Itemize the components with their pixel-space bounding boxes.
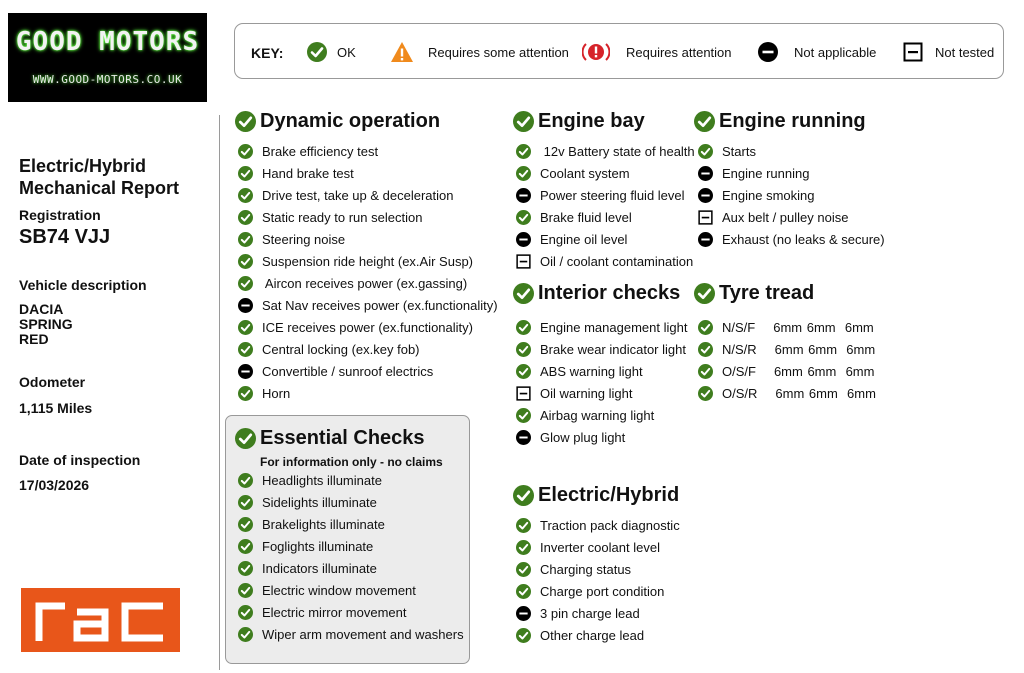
check-item-label: Electric mirror movement (262, 605, 407, 621)
minus-circle-icon (238, 298, 253, 313)
check-item-label: Traction pack diagnostic (540, 517, 680, 533)
check-item (698, 363, 874, 379)
check-item-label: Steering noise (262, 231, 346, 247)
essential-subtitle: For information only - no claims (260, 455, 443, 469)
logo-url: WWW.GOOD-MOTORS.CO.UK (32, 73, 183, 86)
key-na-text: Not applicable (794, 44, 877, 60)
check-item-label: N/S/F (722, 319, 756, 335)
tyre-tread-values: 6mm 6mm 6mm (773, 363, 875, 379)
key-item-nt (903, 24, 994, 80)
check-item (238, 297, 498, 313)
key-ok-text: OK (337, 44, 356, 60)
section-title-text: Engine bay (538, 110, 645, 132)
check-item (516, 605, 640, 621)
check-item-label: N/S/R (722, 341, 757, 357)
check-circle-icon (238, 342, 253, 357)
check-circle-icon (516, 518, 531, 533)
check-item-label: Aircon receives power (ex.gassing) (262, 275, 468, 291)
check-item-label: Sat Nav receives power (ex.functionality) (262, 297, 498, 313)
check-item-label: Engine management light (540, 319, 688, 335)
check-item-label: Horn (262, 385, 291, 401)
check-item-label: Other charge lead (540, 627, 645, 643)
check-item-label: Starts (722, 143, 756, 159)
check-item (698, 385, 876, 401)
tyre-tread-values: 6mm 6mm 6mm (775, 385, 876, 401)
check-item-label: ABS warning light (540, 363, 643, 379)
key-item-alert (582, 24, 732, 80)
check-circle-icon (513, 283, 534, 304)
minus-circle-icon (516, 430, 531, 445)
tyre-tread-values: 6mm 6mm 6mm (773, 319, 874, 335)
check-item (238, 583, 416, 599)
check-circle-icon (694, 111, 715, 132)
check-item (238, 231, 345, 247)
inspection-date-label: Date of inspection (19, 452, 141, 468)
check-item (238, 516, 385, 532)
check-item (516, 209, 632, 225)
check-item-label: Charging status (540, 561, 632, 577)
check-item-label: Brake wear indicator light (540, 341, 686, 357)
section-title-tyre (694, 282, 814, 305)
odometer-label: Odometer (19, 374, 86, 390)
check-item (238, 494, 377, 510)
section-title-text: Essential Checks (260, 427, 425, 449)
check-item (516, 539, 660, 555)
section-title-text: Dynamic operation (260, 110, 441, 132)
check-circle-icon (698, 386, 713, 401)
vehicle-description-label: Vehicle description (19, 277, 147, 293)
check-item-label: Drive test, take up & deceleration (262, 187, 454, 203)
vehicle-model: SPRING (19, 316, 73, 332)
check-circle-icon (238, 517, 253, 532)
check-item-label: Engine running (722, 165, 810, 181)
minus-circle-icon (698, 166, 713, 181)
check-item-label: Power steering fluid level (540, 187, 685, 203)
check-item (516, 429, 625, 445)
section-title-engine-bay (513, 110, 645, 133)
check-item-label: Engine oil level (540, 231, 628, 247)
check-circle-icon (694, 283, 715, 304)
check-circle-icon (516, 320, 531, 335)
check-circle-icon (516, 166, 531, 181)
check-item-label: Electric window movement (262, 583, 416, 598)
check-circle-icon (235, 111, 256, 132)
check-item-label: 12v Battery state of health (540, 143, 695, 159)
minus-square-icon (516, 254, 531, 269)
check-item-label: Foglights illuminate (262, 538, 374, 554)
check-circle-icon (516, 562, 531, 577)
check-item-label: Oil / coolant contamination (540, 253, 694, 269)
check-circle-icon (238, 539, 253, 554)
key-item-na (758, 24, 876, 80)
check-item (516, 319, 687, 335)
check-item-label: Indicators illuminate (262, 560, 377, 576)
check-item (238, 560, 377, 576)
section-title-essential (235, 427, 425, 450)
check-item (238, 209, 422, 225)
status-key (234, 23, 1004, 79)
check-circle-icon (238, 144, 253, 159)
check-item (698, 341, 875, 357)
check-item-label: O/S/R (722, 385, 758, 401)
check-item (698, 209, 848, 225)
key-warning-text: Requires some attention (428, 44, 569, 60)
section-title-text: Engine running (719, 110, 866, 132)
key-item-ok (307, 24, 356, 80)
report-title (19, 155, 179, 199)
report-title-line1: Electric/Hybrid (19, 156, 147, 176)
check-item-label: Brakelights illuminate (262, 516, 385, 532)
check-item (516, 165, 630, 181)
check-item (516, 341, 686, 357)
check-item-label: O/S/F (722, 363, 756, 379)
check-circle-icon (698, 144, 713, 159)
odometer-value: 1,115 Miles (19, 400, 93, 416)
check-circle-icon (238, 232, 253, 247)
check-item (238, 538, 373, 554)
check-circle-icon (698, 364, 713, 379)
minus-circle-icon (698, 232, 713, 247)
section-title-interior (513, 282, 680, 305)
minus-circle-icon (238, 364, 253, 379)
tyre-tread-values: 6mm 6mm 6mm (774, 341, 876, 357)
section-title-dynamic (235, 110, 440, 133)
check-item-label: Sidelights illuminate (262, 494, 377, 510)
check-circle-icon (238, 320, 253, 335)
check-item (516, 517, 680, 533)
check-circle-icon (238, 605, 253, 620)
check-item (698, 165, 809, 181)
check-item-label: Headlights illuminate (262, 472, 382, 488)
check-item (516, 187, 685, 203)
check-item (238, 341, 420, 357)
check-item (698, 319, 874, 335)
check-item-label: Coolant system (540, 165, 630, 181)
check-item (516, 385, 633, 401)
check-item-label: Static ready to run selection (262, 209, 423, 225)
check-item-label: Brake efficiency test (262, 143, 379, 159)
check-item-label: Exhaust (no leaks & secure) (722, 231, 885, 247)
check-item-label: Charge port condition (540, 583, 665, 599)
check-item (516, 363, 643, 379)
check-item-label: Inverter coolant level (540, 539, 660, 555)
section-title-text: Interior checks (538, 282, 681, 304)
check-item (516, 407, 654, 423)
check-item (516, 143, 695, 159)
vehicle-description (19, 302, 73, 347)
section-title-text: Electric/Hybrid (538, 484, 680, 506)
check-circle-icon (238, 166, 253, 181)
check-item-label: Convertible / sunroof electrics (262, 363, 434, 379)
section-title-engine-running (694, 110, 866, 133)
key-item-warning (390, 24, 569, 80)
check-circle-icon (516, 210, 531, 225)
check-circle-icon (238, 495, 253, 510)
vehicle-colour: RED (19, 331, 49, 347)
key-nt-text: Not tested (935, 44, 995, 60)
column-divider (219, 115, 220, 670)
check-item-label: Hand brake test (262, 165, 354, 181)
check-item-label: Wiper arm movement and washers (262, 627, 464, 643)
check-circle-icon (516, 144, 531, 159)
section-title-electric (513, 484, 679, 507)
check-item (238, 472, 382, 488)
check-circle-icon (513, 485, 534, 506)
check-item (238, 363, 433, 379)
check-circle-icon (698, 320, 713, 335)
check-item-label: ICE receives power (ex.functionality) (262, 319, 473, 335)
check-circle-icon (516, 628, 531, 643)
check-item (698, 187, 815, 203)
minus-square-icon (698, 210, 713, 225)
check-circle-icon (238, 386, 253, 401)
inspection-date-value: 17/03/2026 (19, 477, 90, 493)
minus-circle-icon (516, 232, 531, 247)
check-item (238, 165, 354, 181)
check-item (238, 187, 454, 203)
minus-square-icon (903, 42, 923, 62)
check-item-label: Aux belt / pulley noise (722, 209, 849, 225)
check-circle-icon (238, 583, 253, 598)
check-circle-icon (516, 540, 531, 555)
check-circle-icon (238, 188, 253, 203)
check-item-label: 3 pin charge lead (540, 605, 640, 621)
registration-label: Registration (19, 207, 101, 223)
vehicle-make: DACIA (19, 301, 64, 317)
check-item (238, 627, 464, 643)
rac-wordmark-icon (21, 588, 180, 652)
check-item (238, 605, 406, 621)
check-circle-icon (238, 276, 253, 291)
check-item-label: Suspension ride height (ex.Air Susp) (262, 253, 474, 269)
check-circle-icon (516, 408, 531, 423)
check-circle-icon (238, 210, 253, 225)
logo-brand: GOOD MOTORS (15, 27, 200, 57)
check-item (516, 253, 693, 269)
check-item-label: Oil warning light (540, 385, 633, 401)
section-title-text: Tyre tread (719, 282, 815, 304)
check-circle-icon (513, 111, 534, 132)
check-circle-icon (238, 561, 253, 576)
check-item (516, 231, 627, 247)
check-item (238, 143, 378, 159)
minus-circle-icon (516, 606, 531, 621)
check-circle-icon (698, 342, 713, 357)
check-item (238, 385, 290, 401)
warning-triangle-icon (390, 41, 414, 63)
rac-logo (21, 588, 180, 652)
check-item (516, 627, 644, 643)
check-item (238, 253, 473, 269)
registration-value: SB74 VJJ (19, 226, 111, 248)
check-circle-icon (238, 473, 253, 488)
check-item-label: Brake fluid level (540, 209, 632, 225)
check-circle-icon (307, 42, 327, 62)
key-alert-text: Requires attention (626, 44, 732, 60)
alert-circle-icon (582, 42, 610, 62)
check-item (238, 319, 473, 335)
minus-circle-icon (758, 42, 778, 62)
check-circle-icon (235, 428, 256, 449)
check-item (238, 275, 467, 291)
check-circle-icon (516, 584, 531, 599)
check-item-label: Central locking (ex.key fob) (262, 341, 420, 357)
check-item-label: Glow plug light (540, 429, 626, 445)
check-circle-icon (516, 364, 531, 379)
check-item-label: Engine smoking (722, 187, 815, 203)
check-circle-icon (238, 254, 253, 269)
check-circle-icon (238, 627, 253, 642)
check-item (698, 143, 756, 159)
key-label: KEY: (251, 45, 284, 61)
good-motors-logo (8, 13, 207, 102)
minus-square-icon (516, 386, 531, 401)
check-item (698, 231, 885, 247)
minus-circle-icon (698, 188, 713, 203)
check-item (516, 583, 664, 599)
check-item-label: Airbag warning light (540, 407, 655, 423)
minus-circle-icon (516, 188, 531, 203)
check-item (516, 561, 631, 577)
report-title-line2: Mechanical Report (19, 178, 180, 198)
check-circle-icon (516, 342, 531, 357)
